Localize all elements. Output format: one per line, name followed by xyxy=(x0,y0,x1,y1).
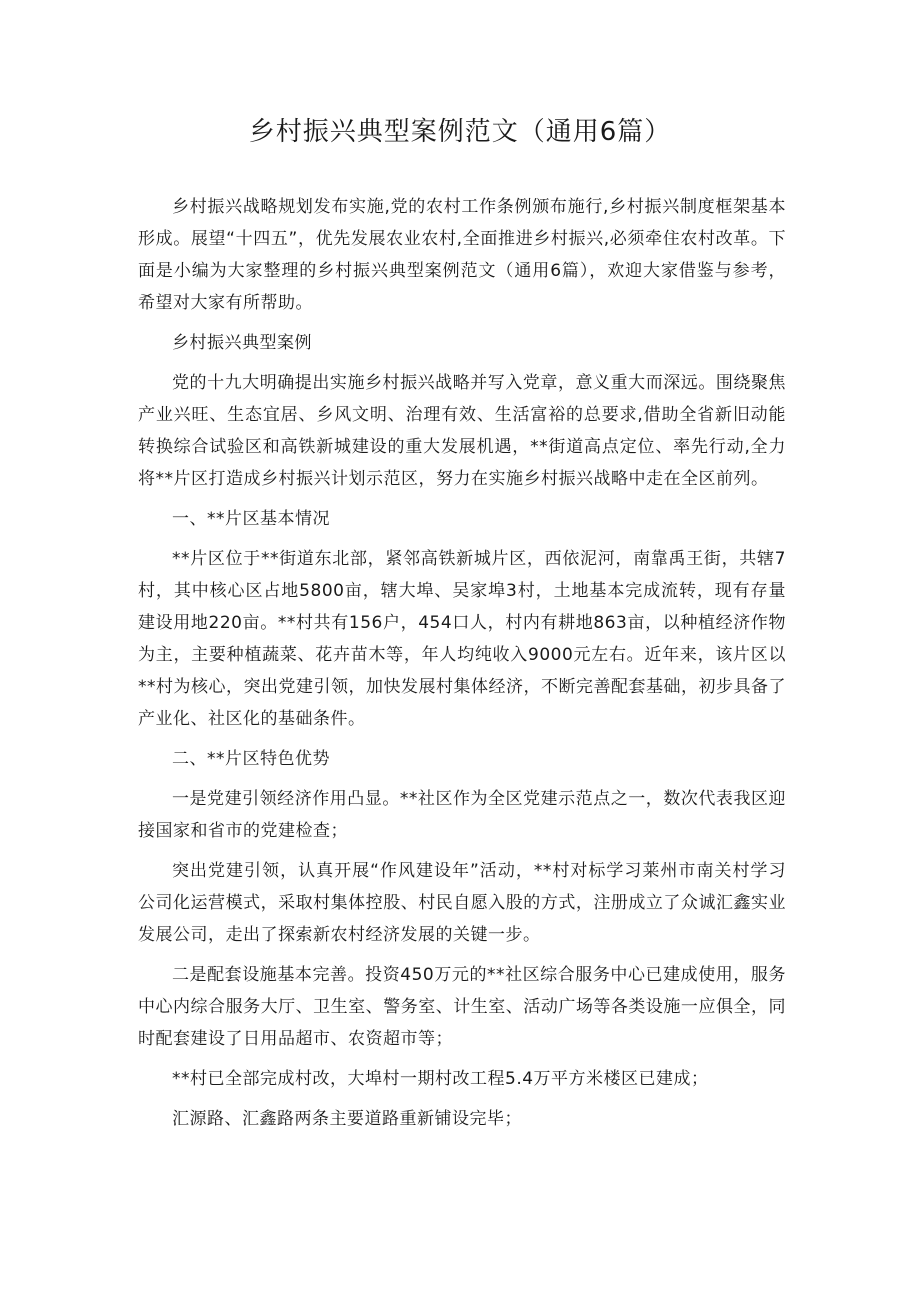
section-heading-basic-info: 一、**片区基本情况 xyxy=(172,509,330,529)
body-paragraph: 党的十九大明确提出实施乡村振兴战略并写入党章，意义重大而深远。围绕聚焦产业兴旺、生态宜居、乡风文明、治理有效、生活富裕的总要求,借助全省新旧动能转换综合试验区和高铁新城建设的重大发展机遇，**街道高点定位、率先行动,全力将**片区打造成乡村振兴计划示范区，努力在实施乡村振兴战略中走在全区前列。 xyxy=(138,373,786,489)
body-paragraph: 二是配套设施基本完善。投资450万元的**社区综合服务中心已建成使用，服务中心内综合服务大厅、卫生室、警务室、计生室、活动广场等各类设施一应俱全，同时配套建设了日用品超市、农资超市等； xyxy=(138,965,786,1049)
intro-paragraph: 乡村振兴战略规划发布实施,党的农村工作条例颁布施行,乡村振兴制度框架基本形成。展望“十四五”，优先发展农业农村,全面推进乡村振兴,必须牵住农村改革。下面是小编为大家整理的乡村振兴典型案例范文（通用6篇），欢迎大家借鉴与参考，希望对大家有所帮助。 xyxy=(138,197,786,313)
body-paragraph: **村已全部完成村改，大埠村一期村改工程5.4万平方米楼区已建成； xyxy=(172,1069,709,1089)
section-heading-case: 乡村振兴典型案例 xyxy=(172,333,312,353)
body-paragraph: 汇源路、汇鑫路两条主要道路重新铺设完毕； xyxy=(172,1109,522,1129)
section-heading-advantages: 二、**片区特色优势 xyxy=(172,749,330,769)
document-body xyxy=(138,191,786,1143)
body-paragraph: 一是党建引领经济作用凸显。**社区作为全区党建示范点之一，数次代表我区迎接国家和省市的党建检查； xyxy=(138,789,786,841)
body-paragraph: **片区位于**街道东北部，紧邻高铁新城片区，西依泥河，南靠禹王街，共辖7村，其中核心区占地5800亩，辖大埠、吴家埠3村，土地基本完成流转，现有存量建设用地220亩。**村共有156户，454口人，村内有耕地863亩，以种植经济作物为主，主要种植蔬菜、花卉苗木等，年人均纯收入9000元左右。近年来，该片区以**村为核心，突出党建引领，加快发展村集体经济，不断完善配套基础，初步具备了产业化、社区化的基础条件。 xyxy=(138,549,786,729)
body-paragraph: 突出党建引领，认真开展“作风建设年”活动，**村对标学习莱州市南关村学习公司化运营模式，采取村集体控股、村民自愿入股的方式，注册成立了众诚汇鑫实业发展公司，走出了探索新农村经济发展的关键一步。 xyxy=(138,861,786,945)
document-title: 乡村振兴典型案例范文（通用6篇） xyxy=(248,117,672,147)
